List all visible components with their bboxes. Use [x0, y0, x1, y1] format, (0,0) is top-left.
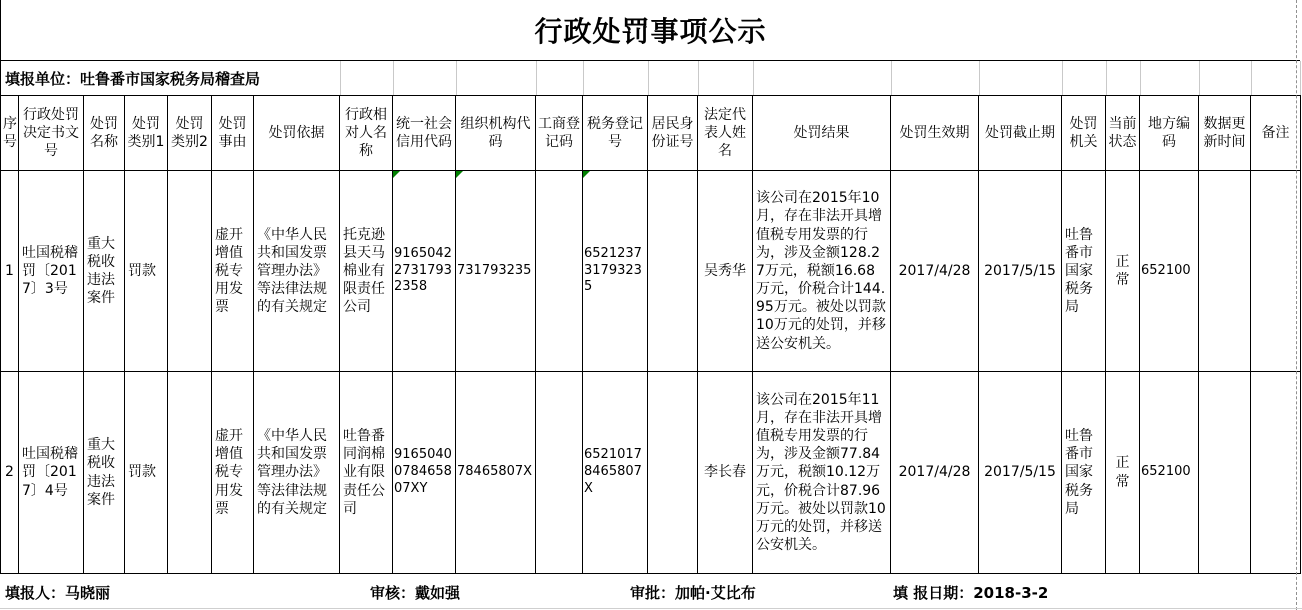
- table-cell[interactable]: 2017/5/15: [979, 171, 1062, 372]
- table-cell[interactable]: 李长春: [698, 372, 753, 574]
- error-indicator-icon: [393, 171, 400, 178]
- column-header[interactable]: 序号: [1, 96, 19, 171]
- preparer-label: 填报人：马晓丽: [5, 584, 111, 602]
- table-cell[interactable]: 吐国税稽罚〔2017〕4号: [19, 372, 84, 574]
- column-header[interactable]: 当前状态: [1106, 96, 1140, 171]
- column-header[interactable]: 处罚事由: [212, 96, 254, 171]
- table-cell[interactable]: 2: [1, 372, 19, 574]
- gridline: [648, 61, 649, 95]
- column-header[interactable]: 法定代表人姓名: [698, 96, 753, 171]
- cell-text: 731793235: [457, 262, 532, 278]
- column-header[interactable]: 备注: [1251, 96, 1301, 171]
- table-cell[interactable]: 重大税收违法案件: [84, 372, 125, 574]
- table-row: [1, 171, 1301, 372]
- cell-text: 916504227317932358: [394, 245, 452, 295]
- table-cell[interactable]: 《中华人民共和国发票管理办法》等法律法规的有关规定: [254, 171, 340, 372]
- table-cell[interactable]: 吐鲁番市国家税务局: [1062, 372, 1106, 574]
- page-title: 行政处罚事项公示: [534, 15, 767, 48]
- reporting-unit: 填报单位：吐鲁番市国家税务局稽查局: [5, 69, 261, 88]
- penalty-table: [0, 95, 1301, 574]
- table-cell[interactable]: 重大税收违法案件: [84, 171, 125, 372]
- table-cell[interactable]: 正常: [1106, 372, 1140, 574]
- bottom-gridline: [0, 608, 1302, 609]
- gridline: [393, 61, 394, 95]
- column-header[interactable]: 地方编码: [1140, 96, 1199, 171]
- gridline: [1199, 61, 1200, 95]
- table-cell[interactable]: 正常: [1106, 171, 1140, 372]
- table-cell[interactable]: [1251, 372, 1301, 574]
- table-cell[interactable]: [456, 171, 536, 372]
- table-cell[interactable]: 吐鲁番同润棉业有限责任公司: [340, 372, 393, 574]
- gridline: [1140, 61, 1141, 95]
- table-cell[interactable]: [1251, 171, 1301, 372]
- gridline: [891, 61, 892, 95]
- column-header[interactable]: 处罚截止期: [979, 96, 1062, 171]
- table-cell[interactable]: [393, 171, 456, 372]
- table-cell[interactable]: 2017/4/28: [891, 171, 979, 372]
- table-cell[interactable]: [648, 171, 698, 372]
- column-header[interactable]: 处罚结果: [753, 96, 891, 171]
- table-cell[interactable]: [648, 372, 698, 574]
- table-cell[interactable]: 吐国税稽罚〔2017〕3号: [19, 171, 84, 372]
- table-cell[interactable]: 虚开增值税专用发票: [212, 372, 254, 574]
- error-indicator-icon: [456, 171, 463, 178]
- table-cell[interactable]: 托克逊县天马棉业有限责任公司: [340, 171, 393, 372]
- gridline: [340, 61, 341, 95]
- table-cell[interactable]: [1199, 171, 1251, 372]
- table-cell[interactable]: 2017/4/28: [891, 372, 979, 574]
- gridline: [456, 61, 457, 95]
- table-cell[interactable]: 该公司在2015年11月，存在非法开具增值税专用发票的行为，涉及金额77.84万元，税额10.12万元，价税合计87.96万元。被处以罚款10万元的处罚，并移送公安机关。: [753, 372, 891, 574]
- table-cell[interactable]: [536, 372, 583, 574]
- footer-row: [0, 574, 1300, 608]
- column-header[interactable]: 行政处罚决定书文号: [19, 96, 84, 171]
- page-break-indicator: [1296, 0, 1297, 610]
- table-cell[interactable]: 该公司在2015年10月，存在非法开具增值税专用发票的行为，涉及金额128.27万元，税额16.68万元，价税合计144.95万元。被处以罚款10万元的处罚，并移送公安机关。: [753, 171, 891, 372]
- gridline: [1106, 61, 1107, 95]
- reviewer-label: 审核：戴如强: [370, 584, 461, 602]
- column-header[interactable]: 数据更新时间: [1199, 96, 1251, 171]
- column-header[interactable]: 税务登记号: [583, 96, 648, 171]
- table-cell[interactable]: [168, 372, 212, 574]
- column-header[interactable]: 组织机构代码: [456, 96, 536, 171]
- column-header[interactable]: 处罚类别1: [125, 96, 168, 171]
- column-header[interactable]: 处罚依据: [254, 96, 340, 171]
- error-indicator-icon: [583, 171, 590, 178]
- table-cell[interactable]: 9165040078465807XY: [393, 372, 456, 574]
- title-row: [0, 0, 1300, 60]
- column-header[interactable]: 统一社会信用代码: [393, 96, 456, 171]
- gridline: [698, 61, 699, 95]
- table-cell[interactable]: [583, 171, 648, 372]
- table-cell[interactable]: 78465807X: [456, 372, 536, 574]
- subtitle-row: [0, 60, 1300, 95]
- column-header[interactable]: 工商登记码: [536, 96, 583, 171]
- gridline: [1062, 61, 1063, 95]
- table-cell[interactable]: 652100: [1140, 171, 1199, 372]
- table-cell[interactable]: [1199, 372, 1251, 574]
- column-header[interactable]: 行政相对人名称: [340, 96, 393, 171]
- cell-text: 652123731793235: [584, 245, 642, 295]
- table-cell[interactable]: 2017/5/15: [979, 372, 1062, 574]
- table-cell[interactable]: 吴秀华: [698, 171, 753, 372]
- table-cell[interactable]: [536, 171, 583, 372]
- column-header[interactable]: 处罚生效期: [891, 96, 979, 171]
- column-header[interactable]: 处罚机关: [1062, 96, 1106, 171]
- gridline: [583, 61, 584, 95]
- table-row: [1, 372, 1301, 574]
- table-cell[interactable]: 1: [1, 171, 19, 372]
- gridline: [1300, 61, 1301, 95]
- table-cell[interactable]: 65210178465807X: [583, 372, 648, 574]
- report-date-label: 填 报日期：2018-3-2: [893, 584, 1049, 602]
- column-header[interactable]: 居民身份证号: [648, 96, 698, 171]
- column-header[interactable]: 处罚类别2: [168, 96, 212, 171]
- table-cell[interactable]: 罚款: [125, 372, 168, 574]
- table-cell[interactable]: 罚款: [125, 171, 168, 372]
- table-cell[interactable]: [168, 171, 212, 372]
- gridline: [753, 61, 754, 95]
- table-cell[interactable]: 《中华人民共和国发票管理办法》等法律法规的有关规定: [254, 372, 340, 574]
- gridline: [536, 61, 537, 95]
- table-cell[interactable]: 虚开增值税专用发票: [212, 171, 254, 372]
- gridline: [1251, 61, 1252, 95]
- table-cell[interactable]: 652100: [1140, 372, 1199, 574]
- gridline: [979, 61, 980, 95]
- table-cell[interactable]: 吐鲁番市国家税务局: [1062, 171, 1106, 372]
- approver-label: 审批：加帕·艾比布: [630, 584, 756, 602]
- column-header[interactable]: 处罚名称: [84, 96, 125, 171]
